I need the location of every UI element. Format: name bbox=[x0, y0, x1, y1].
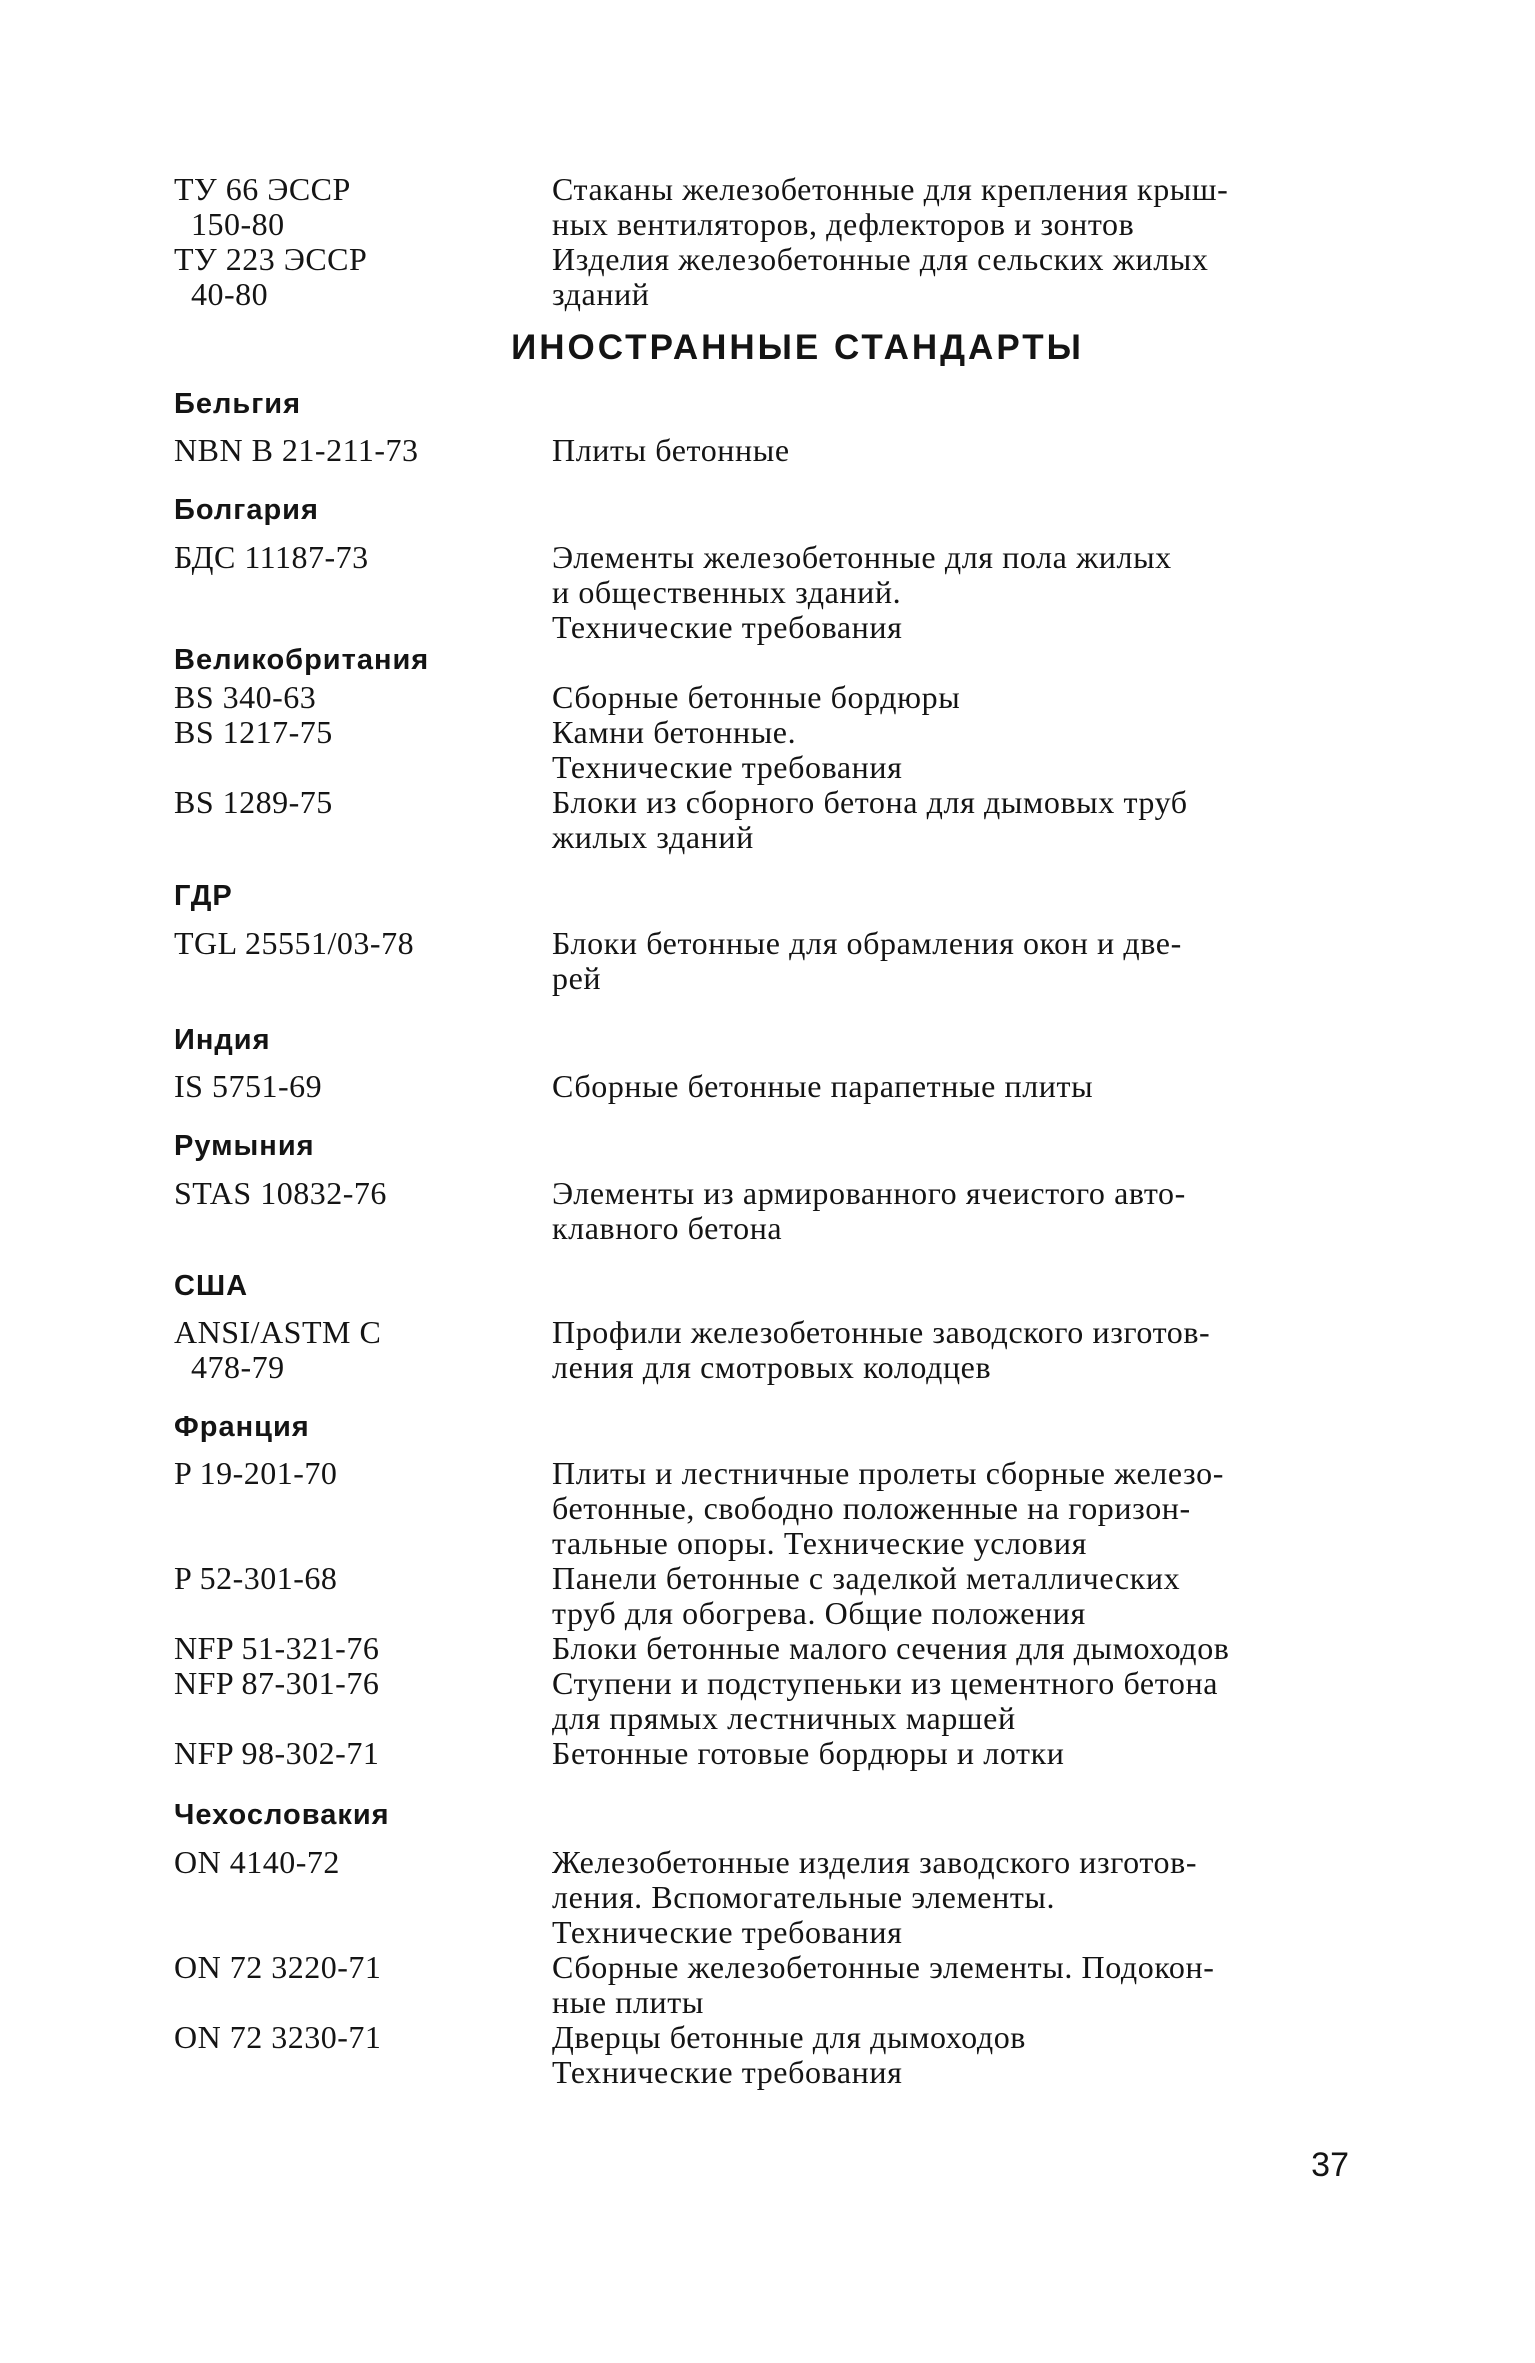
standard-entry bbox=[174, 785, 1359, 855]
standard-code: ТУ 223 ЭССР 40-80 bbox=[174, 241, 368, 312]
standard-entry bbox=[174, 2020, 1359, 2090]
standard-description: Панели бетонные с заделкой металлических труб для обогрева. Общие положения bbox=[552, 1560, 1181, 1631]
standard-code: NFP 87-301-76 bbox=[174, 1665, 380, 1701]
standard-description: Плиты бетонные bbox=[552, 432, 790, 468]
standard-code: BS 1289-75 bbox=[174, 784, 333, 820]
standard-description: Плиты и лестничные пролеты сборные железо- бетонные, свободно положенные на горизон- тальные опоры. Технические условия bbox=[552, 1455, 1224, 1561]
standard-entry bbox=[174, 540, 1359, 645]
standard-entry bbox=[174, 242, 1359, 312]
standard-entry bbox=[174, 1845, 1359, 1950]
standard-description: Дверцы бетонные для дымоходов Технические требования bbox=[552, 2019, 1027, 2090]
standard-entry bbox=[174, 1069, 1359, 1104]
standard-entry bbox=[174, 1561, 1359, 1631]
standard-entry bbox=[174, 1315, 1359, 1385]
country-heading: Индия bbox=[174, 1024, 271, 1056]
standard-description: Блоки бетонные для обрамления окон и две- рей bbox=[552, 925, 1182, 996]
country-heading: США bbox=[174, 1270, 249, 1302]
country-heading: Румыния bbox=[174, 1130, 315, 1162]
standard-description: Профили железобетонные заводского изготов- ления для смотровых колодцев bbox=[552, 1314, 1211, 1385]
standard-description: Стаканы железобетонные для крепления крыш- ных вентиляторов, дефлекторов и зонтов bbox=[552, 171, 1229, 242]
standard-description: Железобетонные изделия заводского изготов- ления. Вспомогательные элементы. Технические требования bbox=[552, 1844, 1198, 1950]
standard-description: Блоки из сборного бетона для дымовых труб жилых зданий bbox=[552, 784, 1188, 855]
standard-description: Сборные бетонные бордюры bbox=[552, 679, 961, 715]
standard-description: Камни бетонные. Технические требования bbox=[552, 714, 903, 785]
standard-code: BS 340-63 bbox=[174, 679, 317, 715]
section-title: ИНОСТРАННЫЕ СТАНДАРТЫ bbox=[511, 328, 1084, 367]
country-heading: Великобритания bbox=[174, 644, 430, 676]
standard-code: ANSI/ASTM C 478-79 bbox=[174, 1314, 382, 1385]
standard-entry bbox=[174, 1950, 1359, 2020]
standard-code: P 52-301-68 bbox=[174, 1560, 338, 1596]
standard-entry bbox=[174, 715, 1359, 785]
country-heading: Болгария bbox=[174, 494, 319, 526]
country-heading: Франция bbox=[174, 1411, 310, 1443]
standard-entry bbox=[174, 172, 1359, 242]
standard-entry bbox=[174, 1736, 1359, 1771]
standard-code: ON 4140-72 bbox=[174, 1844, 340, 1880]
country-heading: ГДР bbox=[174, 880, 233, 912]
standard-code: NFP 51-321-76 bbox=[174, 1630, 380, 1666]
country-heading: Бельгия bbox=[174, 388, 302, 420]
standard-description: Изделия железобетонные для сельских жилых зданий bbox=[552, 241, 1209, 312]
standard-description: Сборные железобетонные элементы. Подокон- ные плиты bbox=[552, 1949, 1215, 2020]
standard-code: ON 72 3230-71 bbox=[174, 2019, 382, 2055]
standard-entry bbox=[174, 926, 1359, 996]
standard-code: ON 72 3220-71 bbox=[174, 1949, 382, 1985]
standard-description: Элементы из армированного ячеистого авто- клавного бетона bbox=[552, 1175, 1186, 1246]
standard-entry bbox=[174, 1666, 1359, 1736]
country-heading: Чехословакия bbox=[174, 1799, 390, 1831]
standard-code: ТУ 66 ЭССР 150-80 bbox=[174, 171, 351, 242]
standard-code: NFP 98-302-71 bbox=[174, 1735, 380, 1771]
standard-entry bbox=[174, 1456, 1359, 1561]
standard-code: P 19-201-70 bbox=[174, 1455, 338, 1491]
standard-description: Элементы железобетонные для пола жилых и общественных зданий. Технические требования bbox=[552, 539, 1172, 645]
standard-entry bbox=[174, 680, 1359, 715]
standard-code: TGL 25551/03-78 bbox=[174, 925, 415, 961]
standard-code: STAS 10832-76 bbox=[174, 1175, 387, 1211]
standard-code: NBN B 21-211-73 bbox=[174, 432, 419, 468]
standard-description: Ступени и подступеньки из цементного бетона для прямых лестничных маршей bbox=[552, 1665, 1219, 1736]
standard-code: BS 1217-75 bbox=[174, 714, 333, 750]
standard-description: Блоки бетонные малого сечения для дымоходов bbox=[552, 1630, 1230, 1666]
standard-code: БДС 11187-73 bbox=[174, 539, 369, 575]
standard-description: Сборные бетонные парапетные плиты bbox=[552, 1068, 1094, 1104]
standard-description: Бетонные готовые бордюры и лотки bbox=[552, 1735, 1065, 1771]
page-number: 37 bbox=[1311, 2146, 1349, 2184]
standard-code: IS 5751-69 bbox=[174, 1068, 323, 1104]
standard-entry bbox=[174, 1631, 1359, 1666]
standard-entry bbox=[174, 433, 1359, 468]
standard-entry bbox=[174, 1176, 1359, 1246]
